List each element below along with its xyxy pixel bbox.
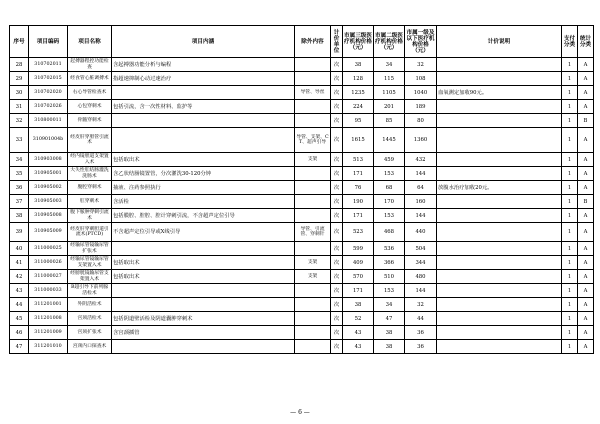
cell-code: 310901004b <box>29 128 68 153</box>
cell-seq: 46 <box>10 326 29 340</box>
cell-unit: 次 <box>331 72 343 86</box>
cell-payment-class: 1 <box>562 114 578 128</box>
cell-seq: 41 <box>10 256 29 270</box>
header-price-level2: 市属二级医疗机构价格（元） <box>374 26 405 58</box>
header-stat-class: 统计分类 <box>578 26 594 58</box>
cell-exclude: 导管、引流管、穿刺针 <box>295 223 331 242</box>
cell-stat-class: B <box>578 195 594 209</box>
cell-seq: 36 <box>10 181 29 195</box>
cell-price-level3: 599 <box>343 242 374 256</box>
table-row <box>10 326 594 340</box>
cell-price-level3: 171 <box>343 209 374 223</box>
page-number: — 6 — <box>290 409 310 416</box>
cell-price-level3: 1615 <box>343 128 374 153</box>
cell-unit: 次 <box>331 181 343 195</box>
cell-code: 311000026 <box>29 256 68 270</box>
header-payment-class: 支付分类 <box>562 26 578 58</box>
cell-unit: 次 <box>331 209 343 223</box>
cell-code: 311000033 <box>29 284 68 298</box>
cell-pricing-note <box>437 312 562 326</box>
cell-price-level1: 108 <box>405 72 437 86</box>
cell-seq: 38 <box>10 209 29 223</box>
cell-unit: 次 <box>331 298 343 312</box>
table-row <box>10 209 594 223</box>
cell-unit: 次 <box>331 58 343 72</box>
cell-price-level3: 523 <box>343 223 374 242</box>
cell-payment-class: 1 <box>562 58 578 72</box>
cell-price-level3: 409 <box>343 256 374 270</box>
cell-payment-class: 1 <box>562 181 578 195</box>
cell-seq: 34 <box>10 153 29 167</box>
table-row <box>10 86 594 100</box>
cell-exclude <box>295 195 331 209</box>
table-row <box>10 242 594 256</box>
cell-seq: 47 <box>10 340 29 354</box>
table-row <box>10 284 594 298</box>
cell-name: B超引导下前列腺活检术 <box>68 284 112 298</box>
cell-price-level2: 34 <box>374 298 405 312</box>
cell-price-level2: 153 <box>374 209 405 223</box>
cell-pricing-note <box>437 326 562 340</box>
cell-exclude <box>295 167 331 181</box>
cell-pricing-note <box>437 340 562 354</box>
cell-code: 310702015 <box>29 72 68 86</box>
cell-price-level1: 36 <box>405 340 437 354</box>
cell-price-level2: 536 <box>374 242 405 256</box>
cell-name: 骨髓穿刺术 <box>68 114 112 128</box>
cell-stat-class: A <box>578 128 594 153</box>
cell-name: 外阴活检术 <box>68 298 112 312</box>
cell-name: 宫颈扩张术 <box>68 326 112 340</box>
cell-stat-class: A <box>578 270 594 284</box>
cell-content <box>112 114 295 128</box>
header-price-level1: 市属一级及以下医疗机构价格（元） <box>405 26 437 58</box>
cell-price-level1: 144 <box>405 209 437 223</box>
cell-code: 310905009 <box>29 223 68 242</box>
table-row <box>10 153 594 167</box>
cell-price-level3: 190 <box>343 195 374 209</box>
cell-seq: 45 <box>10 312 29 326</box>
cell-name: 经膀胱镜输尿管支架置入术 <box>68 270 112 284</box>
cell-name: 经食管心脏调搏术 <box>68 72 112 86</box>
cell-unit: 次 <box>331 100 343 114</box>
cell-payment-class: 1 <box>562 223 578 242</box>
cell-content: 包括阴道壁活检及阴道囊肿穿刺术 <box>112 312 295 326</box>
cell-exclude <box>295 100 331 114</box>
cell-seq: 42 <box>10 270 29 284</box>
header-content: 项目内涵 <box>112 26 295 58</box>
cell-stat-class: A <box>578 223 594 242</box>
cell-name: 经输尿管镜输尿管扩张术 <box>68 242 112 256</box>
cell-price-level3: 570 <box>343 270 374 284</box>
cell-payment-class: 1 <box>562 86 578 100</box>
cell-name: 右心导管检查术 <box>68 86 112 100</box>
cell-seq: 31 <box>10 100 29 114</box>
cell-stat-class: A <box>578 181 594 195</box>
cell-price-level1: 36 <box>405 326 437 340</box>
cell-price-level2: 510 <box>374 270 405 284</box>
cell-name: 腹腔穿刺术 <box>68 181 112 195</box>
table-row <box>10 72 594 86</box>
cell-code: 311000027 <box>29 270 68 284</box>
cell-name: 心包穿刺术 <box>68 100 112 114</box>
cell-price-level3: 52 <box>343 312 374 326</box>
cell-price-level2: 201 <box>374 100 405 114</box>
cell-name: 宫颈内口探查术 <box>68 340 112 354</box>
cell-price-level3: 38 <box>343 58 374 72</box>
header-price-level3: 市属三级医疗机构价格（元） <box>343 26 374 58</box>
cell-content <box>112 340 295 354</box>
cell-seq: 28 <box>10 58 29 72</box>
header-pricing-note: 计价说明 <box>437 26 562 58</box>
cell-price-level2: 115 <box>374 72 405 86</box>
cell-price-level1: 440 <box>405 223 437 242</box>
cell-stat-class: A <box>578 100 594 114</box>
cell-stat-class: A <box>578 167 594 181</box>
cell-unit: 次 <box>331 153 343 167</box>
cell-content: 包括取出术 <box>112 153 295 167</box>
cell-price-level3: 76 <box>343 181 374 195</box>
cell-code: 310905002 <box>29 181 68 195</box>
cell-price-level2: 459 <box>374 153 405 167</box>
cell-price-level1: 504 <box>405 242 437 256</box>
header-exclude: 除外内容 <box>295 26 331 58</box>
cell-payment-class: 1 <box>562 256 578 270</box>
cell-price-level1: 64 <box>405 181 437 195</box>
cell-price-level2: 38 <box>374 340 405 354</box>
cell-price-level2: 47 <box>374 312 405 326</box>
cell-unit: 次 <box>331 223 343 242</box>
cell-payment-class: 1 <box>562 100 578 114</box>
cell-unit: 次 <box>331 340 343 354</box>
cell-stat-class: A <box>578 153 594 167</box>
table-row <box>10 256 594 270</box>
cell-unit: 次 <box>331 256 343 270</box>
cell-unit: 次 <box>331 284 343 298</box>
header-seq: 序号 <box>10 26 29 58</box>
cell-stat-class: A <box>578 298 594 312</box>
cell-price-level3: 43 <box>343 340 374 354</box>
cell-price-level1: 1360 <box>405 128 437 153</box>
cell-price-level2: 1445 <box>374 128 405 153</box>
cell-unit: 次 <box>331 86 343 100</box>
cell-code: 311201008 <box>29 312 68 326</box>
cell-name: 腹下脓肿穿刺引流术 <box>68 209 112 223</box>
cell-exclude: 支架 <box>295 153 331 167</box>
cell-exclude <box>295 72 331 86</box>
cell-payment-class: 1 <box>562 153 578 167</box>
header-code: 项目编码 <box>29 26 68 58</box>
cell-seq: 39 <box>10 223 29 242</box>
cell-exclude <box>295 340 331 354</box>
cell-name: 起搏器程控功能检查 <box>68 58 112 72</box>
table-row <box>10 181 594 195</box>
cell-pricing-note <box>437 298 562 312</box>
cell-content <box>112 284 295 298</box>
cell-price-level1: 344 <box>405 256 437 270</box>
cell-seq: 37 <box>10 195 29 209</box>
cell-content: 抽液、注药参照执行 <box>112 181 295 195</box>
cell-price-level3: 38 <box>343 298 374 312</box>
cell-content: 含活检 <box>112 195 295 209</box>
cell-exclude: 导管、导丝 <box>295 86 331 100</box>
cell-code: 310800011 <box>29 114 68 128</box>
cell-price-level3: 43 <box>343 326 374 340</box>
cell-stat-class: A <box>578 242 594 256</box>
cell-price-level2: 38 <box>374 326 405 340</box>
cell-code: 311201001 <box>29 298 68 312</box>
cell-price-level1: 1040 <box>405 86 437 100</box>
cell-pricing-note <box>437 114 562 128</box>
cell-stat-class: A <box>578 326 594 340</box>
cell-pricing-note <box>437 153 562 167</box>
cell-seq: 44 <box>10 298 29 312</box>
table-row <box>10 298 594 312</box>
cell-content: 包括取出术 <box>112 256 295 270</box>
table-row <box>10 270 594 284</box>
cell-seq: 30 <box>10 86 29 100</box>
cell-content <box>112 128 295 153</box>
cell-price-level3: 224 <box>343 100 374 114</box>
cell-price-level1: 32 <box>405 298 437 312</box>
cell-name: 经皮肝穿刺胆道引流术(PTCD) <box>68 223 112 242</box>
header-unit: 计价单位 <box>331 26 343 58</box>
cell-price-level2: 468 <box>374 223 405 242</box>
cell-exclude: 导管、支架、CT、超声引导 <box>295 128 331 153</box>
cell-name: 经皮肝穿胆管引流术 <box>68 128 112 153</box>
cell-price-level1: 160 <box>405 195 437 209</box>
cell-content <box>112 242 295 256</box>
cell-price-level2: 85 <box>374 114 405 128</box>
cell-payment-class: 1 <box>562 167 578 181</box>
cell-name: 经输尿管镜输尿管支架置入术 <box>68 256 112 270</box>
cell-code: 310905001 <box>29 167 68 181</box>
header-name: 项目名称 <box>68 26 112 58</box>
cell-pricing-note <box>437 209 562 223</box>
cell-price-level2: 68 <box>374 181 405 195</box>
cell-stat-class: B <box>578 114 594 128</box>
cell-price-level2: 170 <box>374 195 405 209</box>
cell-unit: 次 <box>331 128 343 153</box>
table-row <box>10 100 594 114</box>
cell-price-level2: 153 <box>374 284 405 298</box>
cell-payment-class: 1 <box>562 312 578 326</box>
cell-unit: 次 <box>331 326 343 340</box>
cell-price-level2: 366 <box>374 256 405 270</box>
cell-payment-class: 1 <box>562 195 578 209</box>
cell-price-level3: 95 <box>343 114 374 128</box>
cell-name: 肛穿刺术 <box>68 195 112 209</box>
cell-code: 311201010 <box>29 340 68 354</box>
cell-payment-class: 1 <box>562 128 578 153</box>
cell-unit: 次 <box>331 114 343 128</box>
cell-code: 310905003 <box>29 195 68 209</box>
cell-unit: 次 <box>331 195 343 209</box>
cell-seq: 33 <box>10 128 29 153</box>
cell-pricing-note <box>437 72 562 86</box>
cell-exclude <box>295 181 331 195</box>
cell-content: 含起搏器功能分析与编程 <box>112 58 295 72</box>
cell-pricing-note <box>437 270 562 284</box>
cell-price-level1: 44 <box>405 312 437 326</box>
cell-content: 含乙状结肠镜置管，分次灌洗30-120分钟 <box>112 167 295 181</box>
cell-price-level2: 34 <box>374 58 405 72</box>
cell-content <box>112 86 295 100</box>
cell-seq: 29 <box>10 72 29 86</box>
cell-unit: 次 <box>331 312 343 326</box>
cell-stat-class: A <box>578 209 594 223</box>
cell-seq: 43 <box>10 284 29 298</box>
cell-content <box>112 298 295 312</box>
cell-name: 经内镜胆道支架置入术 <box>68 153 112 167</box>
cell-pricing-note <box>437 195 562 209</box>
cell-code: 311201009 <box>29 326 68 340</box>
cell-pricing-note <box>437 256 562 270</box>
cell-pricing-note <box>437 100 562 114</box>
cell-price-level3: 171 <box>343 167 374 181</box>
cell-price-level1: 480 <box>405 270 437 284</box>
cell-code: 310702020 <box>29 86 68 100</box>
cell-price-level1: 189 <box>405 100 437 114</box>
cell-exclude <box>295 312 331 326</box>
cell-exclude: 支架 <box>295 270 331 284</box>
cell-stat-class: A <box>578 312 594 326</box>
cell-stat-class: A <box>578 72 594 86</box>
cell-exclude <box>295 242 331 256</box>
cell-content: 包括膜腔、腔腔、腔计穿刺引流，不含超声定位引导 <box>112 209 295 223</box>
table-row <box>10 223 594 242</box>
cell-stat-class: A <box>578 86 594 100</box>
cell-code: 310702011 <box>29 58 68 72</box>
cell-exclude <box>295 58 331 72</box>
cell-price-level3: 128 <box>343 72 374 86</box>
cell-price-level3: 171 <box>343 284 374 298</box>
cell-seq: 35 <box>10 167 29 181</box>
cell-price-level3: 513 <box>343 153 374 167</box>
cell-price-level2: 153 <box>374 167 405 181</box>
table-row <box>10 312 594 326</box>
cell-pricing-note: 放腹水治疗加收20元。 <box>437 181 562 195</box>
cell-payment-class: 1 <box>562 270 578 284</box>
table-row <box>10 58 594 72</box>
table-body <box>10 58 594 354</box>
cell-payment-class: 1 <box>562 326 578 340</box>
cell-payment-class: 1 <box>562 284 578 298</box>
cell-content: 包括取出术 <box>112 270 295 284</box>
cell-unit: 次 <box>331 270 343 284</box>
cell-pricing-note: 血氧测定加收90元。 <box>437 86 562 100</box>
cell-price-level1: 80 <box>405 114 437 128</box>
cell-payment-class: 1 <box>562 209 578 223</box>
cell-seq: 40 <box>10 242 29 256</box>
cell-code: 310903008 <box>29 153 68 167</box>
cell-content: 含宫颈插管 <box>112 326 295 340</box>
cell-unit: 次 <box>331 167 343 181</box>
table-row <box>10 128 594 153</box>
cell-code: 310905008 <box>29 209 68 223</box>
cell-unit: 次 <box>331 242 343 256</box>
cell-pricing-note <box>437 284 562 298</box>
cell-code: 310702026 <box>29 100 68 114</box>
cell-pricing-note <box>437 242 562 256</box>
cell-content: 不含超声定位引导或X线引导 <box>112 223 295 242</box>
cell-pricing-note <box>437 128 562 153</box>
cell-exclude <box>295 114 331 128</box>
cell-payment-class: 1 <box>562 242 578 256</box>
cell-seq: 32 <box>10 114 29 128</box>
cell-payment-class: 1 <box>562 340 578 354</box>
cell-price-level2: 1105 <box>374 86 405 100</box>
cell-price-level1: 144 <box>405 284 437 298</box>
table-header <box>10 26 594 58</box>
table-row <box>10 340 594 354</box>
cell-exclude <box>295 298 331 312</box>
table-row <box>10 195 594 209</box>
table-row <box>10 167 594 181</box>
cell-exclude: 支架 <box>295 256 331 270</box>
price-table <box>9 25 594 354</box>
cell-pricing-note <box>437 223 562 242</box>
cell-exclude <box>295 209 331 223</box>
cell-stat-class: A <box>578 284 594 298</box>
cell-price-level1: 32 <box>405 58 437 72</box>
cell-code: 311000025 <box>29 242 68 256</box>
cell-exclude <box>295 284 331 298</box>
cell-price-level1: 144 <box>405 167 437 181</box>
cell-exclude <box>295 326 331 340</box>
cell-content: 包括引流，含一次性材料、监护等 <box>112 100 295 114</box>
cell-content: 指超速抑制心动过速治疗 <box>112 72 295 86</box>
cell-stat-class: A <box>578 58 594 72</box>
cell-payment-class: 1 <box>562 298 578 312</box>
cell-stat-class: A <box>578 256 594 270</box>
cell-stat-class: A <box>578 340 594 354</box>
cell-price-level1: 432 <box>405 153 437 167</box>
cell-name: 宫颈活检术 <box>68 312 112 326</box>
cell-pricing-note <box>437 167 562 181</box>
cell-pricing-note <box>437 58 562 72</box>
cell-name: 大失性肛结肠灌洗洗肠术 <box>68 167 112 181</box>
cell-payment-class: 1 <box>562 72 578 86</box>
cell-price-level3: 1235 <box>343 86 374 100</box>
table-row <box>10 114 594 128</box>
